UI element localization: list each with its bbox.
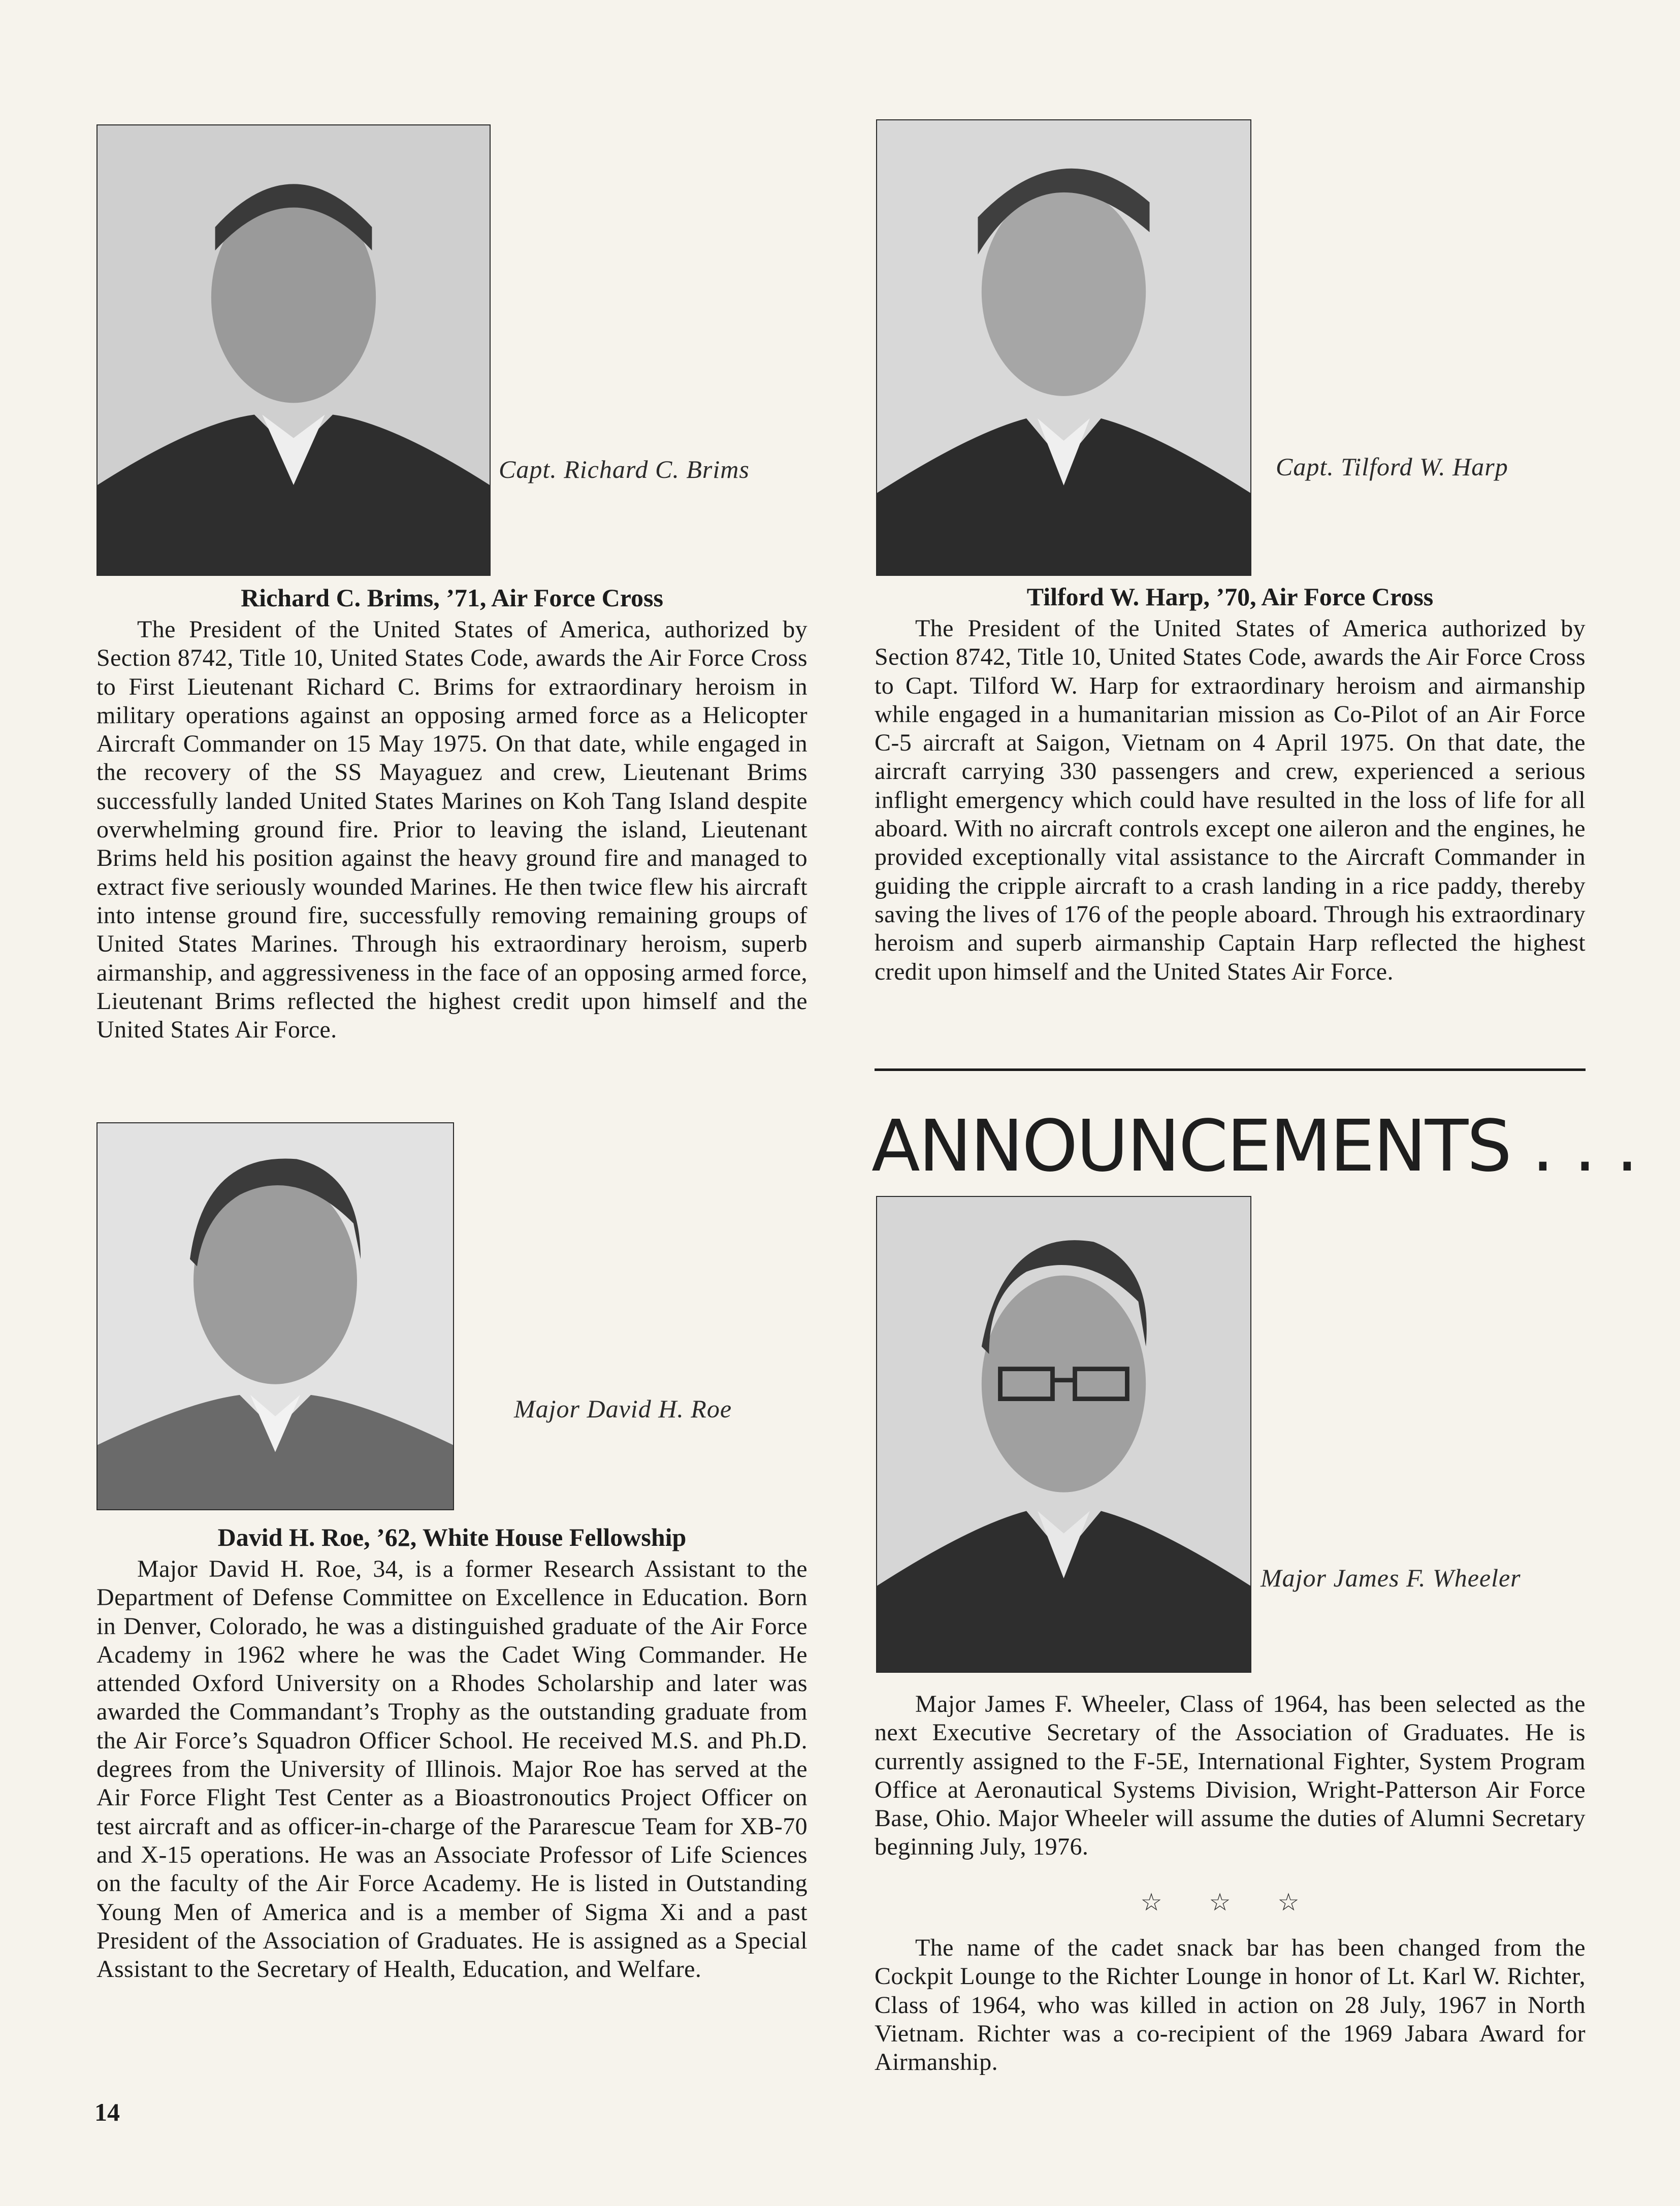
harp-photo — [876, 119, 1251, 576]
star-separator-icon: ☆ ☆ ☆ — [1140, 1889, 1320, 1916]
wheeler-body-paragraph: Major James F. Wheeler, Class of 1964, has been selected as the next Executive Secretary of the Association of Graduates. He is currently assigned to the F-5E, International Fighter, System Program Office at Aeronautical Systems Division, Wright-Patterson Air Force Base, Ohio. Major Wheeler will assume the duties of Alumni Secretary beginning July, 1976. — [875, 1691, 1586, 1861]
snackbar-body — [875, 1934, 1586, 2077]
portrait-silhouette-icon — [98, 125, 490, 575]
roe-headline: David H. Roe, ’62, White House Fellowship — [217, 1523, 687, 1551]
page-number: 14 — [94, 2098, 120, 2126]
wheeler-caption: Major James F. Wheeler — [1261, 1564, 1521, 1592]
roe-body-paragraph: Major David H. Roe, 34, is a former Research Assistant to the Department of Defense Committee on Excellence in Education. Born in Denver, Colorado, he was a distinguished graduate of the Air Force Academy in 1962 where he was the Cadet Wing Commander. He attended Oxford University on a Rhodes Scholarship and later was awarded the Commandant’s Trophy as the outstanding graduate from the Air Force’s Squadron Officer School. He received M.S. and Ph.D. degrees from the University of Illinois. Major Roe has served at the Air Force Flight Test Center as a Bioastronoutics Project Officer on test aircraft and as officer-in-charge of the Pararescue Team for XB-70 and X-15 operations. He was an Associate Professor of Life Sciences on the faculty of the Air Force Academy. He is listed in Outstanding Young Men of America and is a member of Sigma Xi and a past President of the Association of Graduates. He is assigned as a Special Assistant to the Secretary of Health, Education, and Welfare. — [96, 1555, 807, 1983]
brims-body — [96, 615, 807, 1044]
harp-body-paragraph: The President of the United States of America authorized by Section 8742, Title 10, United States Code, awards the Air Force Cross to Capt. Tilford W. Harp for extraordinary heroism and airmanship while engaged in a humanitarian mission as Co-Pilot of an Air Force C-5 aircraft at Saigon, Vietnam on 4 April 1975. On that date, the aircraft carrying 330 passengers and crew, experienced a serious inflight emergency which could have resulted in the loss of life for all aboard. With no aircraft controls except one aileron and the engines, he provided exceptionally vital assistance to the Aircraft Commander in guiding the cripple aircraft to a crash landing in a rice paddy, thereby saving the lives of 176 of the people aboard. Through his extraordinary heroism and superb airmanship Captain Harp reflected the highest credit upon himself and the United States Air Force. — [875, 615, 1586, 985]
harp-caption: Capt. Tilford W. Harp — [1276, 452, 1508, 481]
roe-photo — [96, 1122, 454, 1510]
wheeler-photo — [876, 1196, 1251, 1673]
brims-photo — [96, 124, 491, 576]
snackbar-body-paragraph: The name of the cadet snack bar has been changed from the Cockpit Lounge to the Richter Lounge in honor of Lt. Karl W. Richter, Class of 1964, who was killed in action on 28 July, 1967 in North Vietnam. Richter was a co-recipient of the 1969 Jabara Award for Airmanship. — [875, 1934, 1586, 2076]
roe-caption: Major David H. Roe — [514, 1394, 732, 1423]
harp-headline: Tilford W. Harp, ’70, Air Force Cross — [1026, 582, 1434, 611]
brims-body-paragraph: The President of the United States of America, authorized by Section 8742, Title 10, United States Code, awards the Air Force Cross to First Lieutenant Richard C. Brims for extraordinary heroism in military operations against an opposing armed force as a Helicopter Aircraft Commander on 15 May 1975. On that date, while engaged in the recovery of the SS Mayaguez and crew, Lieutenant Brims successfully landed United States Marines on Koh Tang Island despite overwhelming ground fire. Prior to leaving the island, Lieutenant Brims held his position against the heavy ground fire and managed to extract five seriously wounded Marines. He then twice flew his aircraft into intense ground fire, successfully removing remaining groups of United States Marines. Through his extraordinary heroism, superb airmanship, and aggressiveness in the face of an opposing armed force, Lieutenant Brims reflected the highest credit upon himself and the United States Air Force. — [96, 616, 807, 1044]
portrait-silhouette-icon — [877, 1197, 1250, 1672]
wheeler-body — [875, 1690, 1586, 1862]
brims-headline: Richard C. Brims, ’71, Air Force Cross — [241, 583, 663, 612]
section-divider — [875, 1068, 1586, 1071]
brims-caption: Capt. Richard C. Brims — [499, 455, 750, 483]
roe-body — [96, 1555, 807, 1984]
harp-body — [875, 614, 1586, 986]
announcements-title: ANNOUNCEMENTS . . . — [871, 1105, 1637, 1188]
portrait-silhouette-icon — [877, 120, 1250, 575]
portrait-silhouette-icon — [98, 1123, 453, 1509]
